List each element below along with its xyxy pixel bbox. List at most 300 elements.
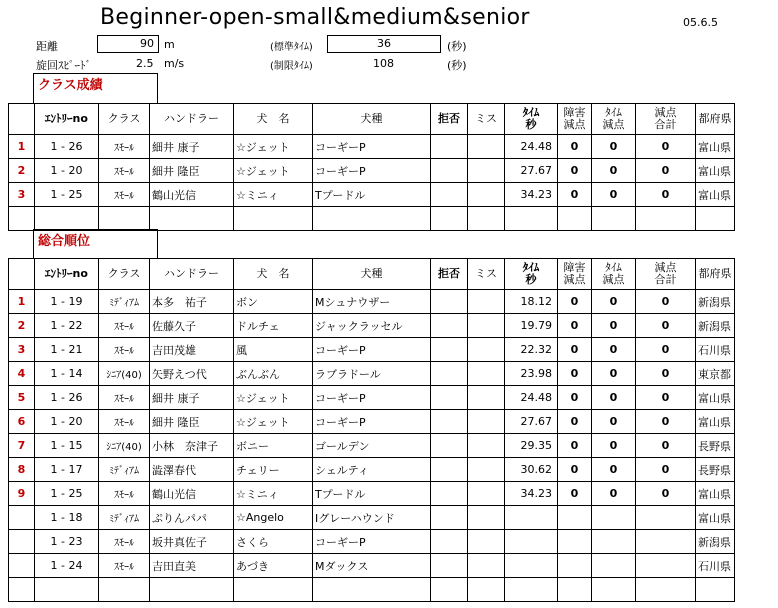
cell-pref: 新潟県 <box>696 290 735 314</box>
col-header-prefecture-text: 都府県 <box>698 112 732 125</box>
cell-breed: Tプードル <box>313 183 431 207</box>
cell-total: 0 <box>636 362 696 386</box>
cell-rank: 1 <box>9 135 35 159</box>
cell-total: 0 <box>636 434 696 458</box>
cell-tded: 0 <box>592 434 636 458</box>
cell-class <box>99 207 150 231</box>
cell-entry: 1 - 17 <box>35 458 99 482</box>
col-header-time-deduct <box>592 104 636 135</box>
cell-entry: 1 - 14 <box>35 362 99 386</box>
cell-refusal <box>431 135 468 159</box>
table-row <box>9 338 735 362</box>
col-header-total-deduct-text: 減点 <box>654 261 677 274</box>
cell-dog <box>234 578 313 602</box>
cell-miss <box>468 530 505 554</box>
class-results-heading: クラス成績 <box>33 73 158 103</box>
col-header-handler-text: ハンドラー <box>164 267 219 280</box>
col-header-handler-text: ハンドラー <box>164 112 219 125</box>
cell-refusal <box>431 183 468 207</box>
event-date: 05.6.5 <box>683 16 718 29</box>
cell-rank <box>9 506 35 530</box>
col-header-time-text: 秒 <box>525 273 537 286</box>
cell-rank: 9 <box>9 482 35 506</box>
cell-miss <box>468 314 505 338</box>
cell-dog: ☆Angelo <box>234 506 313 530</box>
cell-class: ｼﾆｱ(40) <box>99 362 150 386</box>
col-header-refusal-text: 拒否 <box>438 112 460 125</box>
cell-time: 22.32 <box>505 338 558 362</box>
cell-tded: 0 <box>592 159 636 183</box>
cell-handler: 澁澤春代 <box>150 458 234 482</box>
col-header-obstacle-deduct-text: 減点 <box>563 118 586 131</box>
cell-breed: コーギーP <box>313 386 431 410</box>
cell-rank: 3 <box>9 338 35 362</box>
cell-refusal <box>431 434 468 458</box>
col-header-class-text: クラス <box>107 112 141 125</box>
cell-refusal <box>431 554 468 578</box>
cell-obs <box>558 207 592 231</box>
cell-rank: 5 <box>9 386 35 410</box>
table-row <box>9 578 735 602</box>
cell-miss <box>468 159 505 183</box>
col-header-time-deduct-text: 減点 <box>602 273 625 286</box>
col-header-class <box>99 259 150 290</box>
cell-obs: 0 <box>558 183 592 207</box>
cell-pref: 富山県 <box>696 386 735 410</box>
cell-total <box>636 207 696 231</box>
col-header-breed-text: 犬種 <box>360 267 383 280</box>
cell-rank: 1 <box>9 290 35 314</box>
cell-tded: 0 <box>592 362 636 386</box>
table-row <box>9 554 735 578</box>
col-header-refusal <box>431 104 468 135</box>
col-header-miss-text: ミス <box>475 267 497 280</box>
cell-pref: 長野県 <box>696 458 735 482</box>
cell-time <box>505 207 558 231</box>
cell-miss <box>468 434 505 458</box>
cell-dog <box>234 207 313 231</box>
cell-refusal <box>431 530 468 554</box>
cell-time <box>505 530 558 554</box>
cell-handler <box>150 578 234 602</box>
cell-miss <box>468 410 505 434</box>
cell-obs: 0 <box>558 386 592 410</box>
cell-pref: 東京都 <box>696 362 735 386</box>
col-header-time-text: 秒 <box>525 118 537 131</box>
cell-entry: 1 - 26 <box>35 135 99 159</box>
cell-time <box>505 506 558 530</box>
limit-time-label: (制限ﾀｲﾑ) <box>270 61 313 72</box>
cell-rank: 3 <box>9 183 35 207</box>
cell-tded: 0 <box>592 290 636 314</box>
cell-obs <box>558 554 592 578</box>
cell-pref: 富山県 <box>696 183 735 207</box>
cell-class: ｽﾓｰﾙ <box>99 530 150 554</box>
cell-class: ﾐﾃﾞｨｱﾑ <box>99 290 150 314</box>
cell-entry: 1 - 18 <box>35 506 99 530</box>
cell-time: 34.23 <box>505 183 558 207</box>
turn-speed-unit: m/s <box>164 57 185 70</box>
table-row <box>9 530 735 554</box>
cell-refusal <box>431 386 468 410</box>
cell-breed: コーギーP <box>313 135 431 159</box>
cell-handler: 細井 康子 <box>150 135 234 159</box>
cell-refusal <box>431 290 468 314</box>
cell-class: ｽﾓｰﾙ <box>99 482 150 506</box>
col-header-obstacle-deduct-text: 障害 <box>563 261 586 274</box>
col-header-obstacle-deduct-text: 障害 <box>563 106 586 119</box>
cell-class: ｽﾓｰﾙ <box>99 135 150 159</box>
cell-time: 34.23 <box>505 482 558 506</box>
cell-entry: 1 - 15 <box>35 434 99 458</box>
cell-refusal <box>431 506 468 530</box>
cell-class: ｽﾓｰﾙ <box>99 159 150 183</box>
cell-miss <box>468 135 505 159</box>
cell-entry <box>35 578 99 602</box>
table-row <box>9 386 735 410</box>
cell-total: 0 <box>636 314 696 338</box>
col-header-dog-text: 犬 名 <box>256 267 290 280</box>
cell-time: 19.79 <box>505 314 558 338</box>
cell-total: 0 <box>636 183 696 207</box>
limit-time-value: 108 <box>373 57 394 70</box>
cell-time: 24.48 <box>505 135 558 159</box>
table-row <box>9 362 735 386</box>
cell-class: ｽﾓｰﾙ <box>99 386 150 410</box>
cell-miss <box>468 338 505 362</box>
table-row <box>9 207 735 231</box>
cell-total: 0 <box>636 338 696 362</box>
cell-entry: 1 - 20 <box>35 159 99 183</box>
cell-tded: 0 <box>592 410 636 434</box>
col-header-dog <box>234 259 313 290</box>
cell-pref: 富山県 <box>696 159 735 183</box>
cell-pref: 富山県 <box>696 410 735 434</box>
page-title: Beginner-open-small&medium&senior <box>100 5 530 30</box>
turn-speed-value: 2.5 <box>136 57 154 70</box>
col-header-miss-text: ミス <box>475 112 497 125</box>
cell-entry: 1 - 23 <box>35 530 99 554</box>
cell-obs: 0 <box>558 290 592 314</box>
cell-time <box>505 554 558 578</box>
cell-pref: 富山県 <box>696 482 735 506</box>
cell-breed: コーギーP <box>313 159 431 183</box>
col-header-time-text: ﾀｲﾑ <box>522 261 540 274</box>
cell-miss <box>468 207 505 231</box>
cell-handler: 小林 奈津子 <box>150 434 234 458</box>
cell-miss <box>468 362 505 386</box>
cell-pref <box>696 207 735 231</box>
cell-refusal <box>431 314 468 338</box>
cell-tded <box>592 506 636 530</box>
cell-dog: ☆ジェット <box>234 386 313 410</box>
overall-ranking-heading: 総合順位 <box>33 229 158 258</box>
cell-dog: ボニー <box>234 434 313 458</box>
cell-total <box>636 530 696 554</box>
cell-obs <box>558 506 592 530</box>
cell-breed: ラブラドール <box>313 362 431 386</box>
cell-refusal <box>431 159 468 183</box>
cell-handler: 吉田直美 <box>150 554 234 578</box>
cell-refusal <box>431 362 468 386</box>
cell-total: 0 <box>636 386 696 410</box>
cell-dog: さくら <box>234 530 313 554</box>
col-header-time-deduct-text: 減点 <box>602 118 625 131</box>
cell-time: 24.48 <box>505 386 558 410</box>
cell-breed: シェルティ <box>313 458 431 482</box>
cell-entry: 1 - 25 <box>35 482 99 506</box>
cell-total: 0 <box>636 410 696 434</box>
col-header-dog-text: 犬 名 <box>256 112 290 125</box>
cell-breed: Tプードル <box>313 482 431 506</box>
cell-breed <box>313 578 431 602</box>
cell-tded: 0 <box>592 482 636 506</box>
col-header-total-deduct-text: 合計 <box>654 118 677 131</box>
col-header-class <box>99 104 150 135</box>
cell-class: ｽﾓｰﾙ <box>99 314 150 338</box>
cell-handler: 本多 祐子 <box>150 290 234 314</box>
cell-class <box>99 578 150 602</box>
limit-time-unit: (秒) <box>447 59 467 72</box>
cell-total: 0 <box>636 159 696 183</box>
col-header-time <box>505 104 558 135</box>
col-header-entry <box>35 259 99 290</box>
cell-miss <box>468 482 505 506</box>
col-header-miss <box>468 259 505 290</box>
cell-breed: Mダックス <box>313 554 431 578</box>
header-row <box>9 259 735 290</box>
cell-obs: 0 <box>558 410 592 434</box>
cell-obs: 0 <box>558 135 592 159</box>
cell-obs: 0 <box>558 338 592 362</box>
cell-miss <box>468 578 505 602</box>
col-header-class-text: クラス <box>107 267 141 280</box>
cell-rank: 6 <box>9 410 35 434</box>
cell-dog: ☆ミニィ <box>234 183 313 207</box>
std-time-value: 36 <box>327 35 441 53</box>
cell-tded: 0 <box>592 386 636 410</box>
cell-entry: 1 - 26 <box>35 386 99 410</box>
col-header-rank <box>9 259 35 290</box>
cell-entry: 1 - 25 <box>35 183 99 207</box>
cell-time: 27.67 <box>505 159 558 183</box>
cell-rank: 2 <box>9 314 35 338</box>
col-header-entry <box>35 104 99 135</box>
cell-dog: ☆ジェット <box>234 159 313 183</box>
cell-breed: Iグレーハウンド <box>313 506 431 530</box>
cell-breed: Mシュナウザー <box>313 290 431 314</box>
cell-total: 0 <box>636 135 696 159</box>
cell-time <box>505 578 558 602</box>
cell-handler <box>150 207 234 231</box>
cell-obs: 0 <box>558 362 592 386</box>
cell-tded <box>592 530 636 554</box>
cell-handler: 坂井真佐子 <box>150 530 234 554</box>
cell-dog: ボン <box>234 290 313 314</box>
col-header-refusal-text: 拒否 <box>438 267 460 280</box>
cell-dog: 風 <box>234 338 313 362</box>
turn-speed-label: 旋回ｽﾋﾟｰﾄﾞ <box>36 59 91 72</box>
cell-tded <box>592 207 636 231</box>
cell-miss <box>468 386 505 410</box>
cell-total: 0 <box>636 482 696 506</box>
col-header-time-deduct-text: ﾀｲﾑ <box>605 106 622 119</box>
cell-dog: ドルチェ <box>234 314 313 338</box>
cell-pref <box>696 578 735 602</box>
table-row <box>9 135 735 159</box>
cell-obs: 0 <box>558 482 592 506</box>
header-row <box>9 104 735 135</box>
cell-tded: 0 <box>592 314 636 338</box>
cell-dog: ☆ミニィ <box>234 482 313 506</box>
cell-rank: 4 <box>9 362 35 386</box>
col-header-miss <box>468 104 505 135</box>
std-time-label: (標準ﾀｲﾑ) <box>270 42 313 53</box>
cell-breed: ゴールデン <box>313 434 431 458</box>
col-header-refusal <box>431 259 468 290</box>
class-results-table <box>8 103 735 231</box>
overall-ranking-table <box>8 258 735 602</box>
col-header-total-deduct-text: 減点 <box>654 106 677 119</box>
cell-rank <box>9 207 35 231</box>
cell-entry: 1 - 20 <box>35 410 99 434</box>
col-header-entry-text: ｴﾝﾄﾘｰno <box>45 267 88 280</box>
col-header-obstacle-deduct <box>558 104 592 135</box>
cell-tded <box>592 578 636 602</box>
cell-tded: 0 <box>592 183 636 207</box>
col-header-breed <box>313 104 431 135</box>
cell-total: 0 <box>636 290 696 314</box>
cell-refusal <box>431 207 468 231</box>
cell-rank: 7 <box>9 434 35 458</box>
table-row <box>9 458 735 482</box>
cell-handler: 矢野えつ代 <box>150 362 234 386</box>
col-header-time <box>505 259 558 290</box>
table-row <box>9 290 735 314</box>
col-header-breed-text: 犬種 <box>360 112 383 125</box>
col-header-handler <box>150 104 234 135</box>
cell-handler: ぷりんパパ <box>150 506 234 530</box>
cell-time: 18.12 <box>505 290 558 314</box>
table-row <box>9 482 735 506</box>
cell-total: 0 <box>636 458 696 482</box>
cell-refusal <box>431 482 468 506</box>
cell-pref: 富山県 <box>696 135 735 159</box>
distance-value: 90 <box>97 35 159 53</box>
col-header-total-deduct <box>636 259 696 290</box>
cell-total <box>636 554 696 578</box>
col-header-time-deduct-text: ﾀｲﾑ <box>605 261 622 274</box>
cell-class: ﾐﾃﾞｨｱﾑ <box>99 506 150 530</box>
cell-miss <box>468 290 505 314</box>
cell-time: 27.67 <box>505 410 558 434</box>
cell-pref: 石川県 <box>696 338 735 362</box>
cell-miss <box>468 554 505 578</box>
col-header-rank <box>9 104 35 135</box>
table-row <box>9 506 735 530</box>
col-header-prefecture <box>696 104 735 135</box>
cell-obs: 0 <box>558 434 592 458</box>
cell-rank: 8 <box>9 458 35 482</box>
cell-rank <box>9 554 35 578</box>
cell-time: 30.62 <box>505 458 558 482</box>
cell-tded: 0 <box>592 135 636 159</box>
cell-pref: 長野県 <box>696 434 735 458</box>
cell-time: 29.35 <box>505 434 558 458</box>
table-row <box>9 183 735 207</box>
table-row <box>9 314 735 338</box>
cell-refusal <box>431 338 468 362</box>
cell-dog: チェリー <box>234 458 313 482</box>
col-header-obstacle-deduct-text: 減点 <box>563 273 586 286</box>
cell-handler: 吉田茂雄 <box>150 338 234 362</box>
cell-class: ｼﾆｱ(40) <box>99 434 150 458</box>
cell-pref: 富山県 <box>696 506 735 530</box>
cell-dog: ☆ジェット <box>234 410 313 434</box>
cell-pref: 石川県 <box>696 554 735 578</box>
cell-breed: ジャックラッセル <box>313 314 431 338</box>
cell-breed: コーギーP <box>313 338 431 362</box>
cell-handler: 鶴山光信 <box>150 482 234 506</box>
cell-rank <box>9 530 35 554</box>
col-header-entry-text: ｴﾝﾄﾘｰno <box>45 112 88 125</box>
cell-entry: 1 - 24 <box>35 554 99 578</box>
table-row <box>9 159 735 183</box>
cell-entry: 1 - 22 <box>35 314 99 338</box>
cell-tded <box>592 554 636 578</box>
cell-pref: 新潟県 <box>696 530 735 554</box>
cell-miss <box>468 506 505 530</box>
cell-handler: 細井 康子 <box>150 386 234 410</box>
cell-rank <box>9 578 35 602</box>
cell-handler: 細井 隆臣 <box>150 159 234 183</box>
cell-obs <box>558 578 592 602</box>
cell-entry <box>35 207 99 231</box>
table-row <box>9 410 735 434</box>
col-header-breed <box>313 259 431 290</box>
table-row <box>9 434 735 458</box>
col-header-dog <box>234 104 313 135</box>
cell-refusal <box>431 410 468 434</box>
distance-label: 距離 <box>36 40 58 53</box>
col-header-total-deduct-text: 合計 <box>654 273 677 286</box>
cell-breed: コーギーP <box>313 410 431 434</box>
cell-breed <box>313 207 431 231</box>
col-header-time-deduct <box>592 259 636 290</box>
cell-tded: 0 <box>592 338 636 362</box>
col-header-time-text: ﾀｲﾑ <box>522 106 540 119</box>
cell-class: ｽﾓｰﾙ <box>99 554 150 578</box>
cell-handler: 鶴山光信 <box>150 183 234 207</box>
col-header-obstacle-deduct <box>558 259 592 290</box>
cell-total <box>636 506 696 530</box>
cell-refusal <box>431 578 468 602</box>
col-header-prefecture <box>696 259 735 290</box>
cell-time: 23.98 <box>505 362 558 386</box>
cell-miss <box>468 458 505 482</box>
cell-dog: ☆ジェット <box>234 135 313 159</box>
cell-handler: 佐藤久子 <box>150 314 234 338</box>
cell-refusal <box>431 458 468 482</box>
col-header-handler <box>150 259 234 290</box>
distance-unit: m <box>164 38 175 51</box>
cell-class: ｽﾓｰﾙ <box>99 338 150 362</box>
cell-pref: 新潟県 <box>696 314 735 338</box>
col-header-prefecture-text: 都府県 <box>698 267 732 280</box>
cell-breed: コーギーP <box>313 530 431 554</box>
cell-dog: ぶんぶん <box>234 362 313 386</box>
cell-obs: 0 <box>558 159 592 183</box>
